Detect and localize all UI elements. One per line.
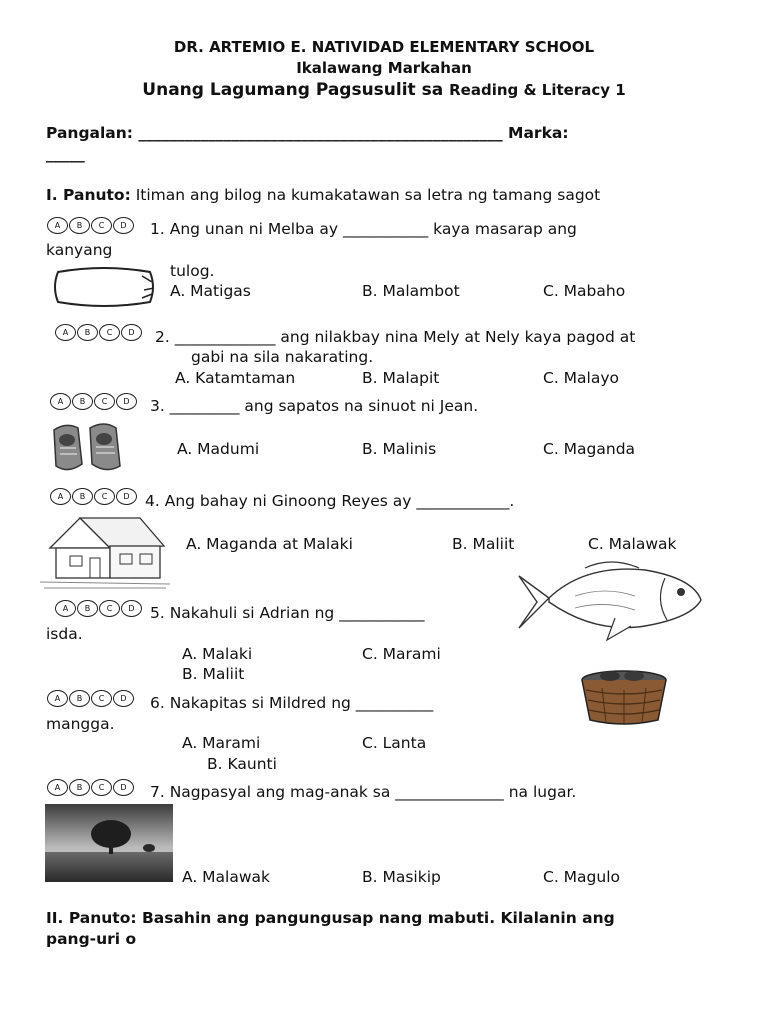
q2-option-a[interactable]: A. Katamtaman — [175, 369, 296, 387]
q3-option-b[interactable]: B. Malinis — [362, 440, 437, 458]
q6-option-c[interactable]: C. Lanta — [362, 734, 427, 752]
bubble-c[interactable]: C — [91, 779, 112, 796]
bubble-a[interactable]: A — [47, 690, 68, 707]
name-label: Pangalan: — [46, 124, 139, 142]
section1-title: I. Panuto: — [46, 186, 131, 204]
bubble-a[interactable]: A — [55, 324, 76, 341]
bubble-d[interactable]: D — [121, 324, 142, 341]
bubble-b[interactable]: B — [77, 600, 98, 617]
q2-option-b[interactable]: B. Malapit — [362, 369, 440, 387]
q4-option-a[interactable]: A. Maganda at Malaki — [186, 535, 353, 553]
section1-instruction — [46, 186, 600, 204]
q4-option-b[interactable]: B. Maliit — [452, 535, 515, 553]
q5-option-c[interactable]: C. Marami — [362, 645, 441, 663]
bubble-a[interactable]: A — [55, 600, 76, 617]
section1-text: Itiman ang bilog na kumakatawan sa letra ng tamang sagot — [130, 186, 601, 204]
answer-bubbles-q2[interactable] — [55, 324, 142, 341]
name-line — [46, 124, 569, 142]
question-1-end: tulog. — [170, 262, 215, 280]
q3-option-a[interactable]: A. Madumi — [177, 440, 260, 458]
exam-title-subject: Reading & Literacy 1 — [449, 81, 626, 99]
question-6: 6. Nakapitas si Mildred ng __________ — [150, 694, 434, 712]
question-5-cont: isda. — [46, 625, 83, 643]
question-7: 7. Nagpasyal ang mag-anak sa ______________ na lugar. — [150, 783, 577, 801]
bubble-c[interactable]: C — [94, 393, 115, 410]
q6-option-b[interactable]: B. Kaunti — [207, 755, 277, 773]
q5-option-b[interactable]: B. Maliit — [182, 665, 245, 683]
q1-option-a[interactable]: A. Matigas — [170, 282, 251, 300]
q1-option-c[interactable]: C. Mabaho — [543, 282, 626, 300]
answer-bubbles-q7[interactable] — [47, 779, 134, 796]
score-label: Marka: — [502, 124, 569, 142]
bubble-b[interactable]: B — [72, 488, 93, 505]
bubble-c[interactable]: C — [91, 217, 112, 234]
bubble-b[interactable]: B — [77, 324, 98, 341]
bubble-d[interactable]: D — [121, 600, 142, 617]
bubble-d[interactable]: D — [113, 690, 134, 707]
question-6-cont: mangga. — [46, 715, 115, 733]
bubble-d[interactable]: D — [113, 779, 134, 796]
score-blank: _____ — [46, 145, 85, 163]
bubble-a[interactable]: A — [47, 779, 68, 796]
answer-bubbles-q3[interactable] — [50, 393, 137, 410]
bubble-a[interactable]: A — [50, 393, 71, 410]
question-2: 2. _____________ ang nilakbay nina Mely at Nely kaya pagod at — [155, 328, 636, 346]
bubble-d[interactable]: D — [113, 217, 134, 234]
bubble-a[interactable]: A — [47, 217, 68, 234]
bubble-b[interactable]: B — [72, 393, 93, 410]
section2-instruction: II. Panuto: Basahin ang pangungusap nang mabuti. Kilalanin ang — [46, 909, 615, 927]
q4-option-c[interactable]: C. Malawak — [588, 535, 677, 553]
school-name: DR. ARTEMIO E. NATIVIDAD ELEMENTARY SCHOOL — [173, 38, 595, 56]
bubble-c[interactable]: C — [99, 600, 120, 617]
answer-bubbles-q1[interactable] — [47, 217, 134, 234]
answer-bubbles-q6[interactable] — [47, 690, 134, 707]
question-4: 4. Ang bahay ni Ginoong Reyes ay ____________. — [145, 492, 515, 510]
quarter-title: Ikalawang Markahan — [296, 59, 472, 77]
basket-image — [572, 666, 676, 728]
question-5: 5. Nakahuli si Adrian ng ___________ — [150, 604, 425, 622]
section2-instruction-cont: pang-uri o — [46, 930, 137, 948]
bubble-b[interactable]: B — [69, 690, 90, 707]
q7-option-a[interactable]: A. Malawak — [182, 868, 271, 886]
q1-option-b[interactable]: B. Malambot — [362, 282, 460, 300]
q7-option-b[interactable]: B. Masikip — [362, 868, 441, 886]
bubble-c[interactable]: C — [99, 324, 120, 341]
pillow-image — [50, 266, 158, 308]
q7-option-c[interactable]: C. Magulo — [543, 868, 621, 886]
question-1: 1. Ang unan ni Melba ay ___________ kaya masarap ang — [150, 220, 577, 238]
q6-option-a[interactable]: A. Marami — [182, 734, 261, 752]
fish-image — [515, 556, 705, 646]
answer-bubbles-q5[interactable] — [55, 600, 142, 617]
question-2-cont: gabi na sila nakarating. — [191, 348, 374, 366]
bubble-d[interactable]: D — [116, 488, 137, 505]
answer-bubbles-q4[interactable] — [50, 488, 137, 505]
bubble-b[interactable]: B — [69, 779, 90, 796]
q3-option-c[interactable]: C. Maganda — [543, 440, 636, 458]
house-image — [40, 512, 170, 590]
shoes-image — [48, 420, 126, 474]
bubble-b[interactable]: B — [69, 217, 90, 234]
q2-option-c[interactable]: C. Malayo — [543, 369, 620, 387]
exam-title — [0, 80, 768, 100]
question-1-cont: kanyang — [46, 241, 113, 259]
question-3: 3. _________ ang sapatos na sinuot ni Jean. — [150, 397, 479, 415]
bubble-a[interactable]: A — [50, 488, 71, 505]
bubble-d[interactable]: D — [116, 393, 137, 410]
name-blank: _______________________________________________ — [138, 124, 503, 142]
field-tree-image — [45, 804, 173, 882]
exam-title-main: Unang Lagumang Pagsusulit sa — [142, 80, 444, 100]
bubble-c[interactable]: C — [91, 690, 112, 707]
q5-option-a[interactable]: A. Malaki — [182, 645, 253, 663]
bubble-c[interactable]: C — [94, 488, 115, 505]
